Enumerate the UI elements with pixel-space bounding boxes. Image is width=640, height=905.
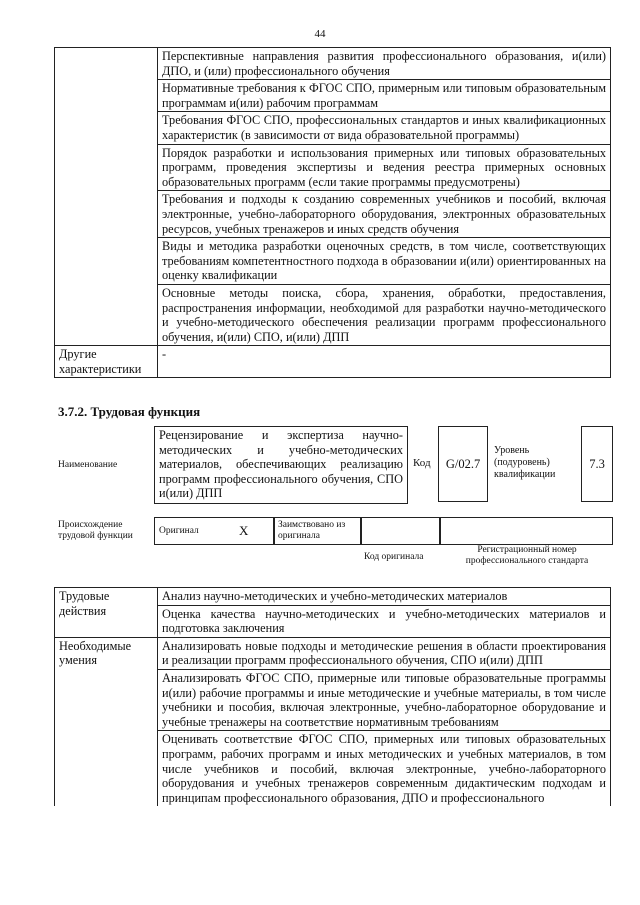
origin-label: Происхождение трудовой функции xyxy=(58,520,133,541)
reg-number-caption: Регистрационный номер профессионального стандарта xyxy=(465,545,589,566)
labor-actions-label: Трудовые действия xyxy=(55,588,158,638)
section-heading: 3.7.2. Трудовая функция xyxy=(58,404,201,419)
other-characteristics-value: - xyxy=(158,346,611,378)
reg-number-box xyxy=(439,517,613,545)
table-row: Нормативные требования к ФГОС СПО, примерным или типовым образовательным программам и(или) рабочим программам xyxy=(158,80,611,112)
table-row: Оценивать соответствие ФГОС СПО, примерных или типовых образовательных программ, рабочих программ и иных методических и учебных материалов, в том числе учебников и пособий, включая электронные, учебно-лабораторного оборудования и учебных тренажеров современным дидактическим подходам и принципам профессионального образования, ДПО и профессионального xyxy=(158,731,611,806)
table-row: Анализировать новые подходы и методические решения в области проектирования и реализации программ профессионального обучения, СПО и(или) ДПП xyxy=(158,637,611,669)
name-label: Наименование xyxy=(58,460,118,470)
page-number: 44 xyxy=(314,28,326,40)
table-row: Требования ФГОС СПО, профессиональных стандартов и иных квалификационных характеристик (в зависимости от вида образовательной программы) xyxy=(158,112,611,144)
table-row: Анализировать ФГОС СПО, примерные или типовые образовательные программы и(или) рабочие программы и иные методические и учебные материалы, в том числе учебники и пособия, включая электронные, учебно-лабораторное оборудование и учебные тренажеры на соответствие нормативным требованиям xyxy=(158,669,611,730)
knowledge-table xyxy=(54,47,611,378)
code-value: G/02.7 xyxy=(438,426,488,502)
level-value: 7.3 xyxy=(581,426,613,502)
table-row: Анализ научно-методических и учебно-методических материалов xyxy=(158,588,611,606)
table-row: Порядок разработки и использования примерных или типовых образовательных программ, проведения экспертизы и ведения реестра примерных основных образовательных программ (если такие программы предусмотрены) xyxy=(158,144,611,191)
original-box xyxy=(154,517,275,545)
original-label: Оригинал xyxy=(159,526,199,536)
borrowed-label: Заимствовано из оригинала xyxy=(278,520,346,541)
empty-label-cell xyxy=(55,48,158,346)
code-original-box xyxy=(360,517,441,545)
code-label: Код xyxy=(413,457,431,469)
function-name-box: Рецензирование и экспертиза научно-методических и учебно-методических материалов, обеспечивающих реализацию программ профессионального обучения, СПО и(или) ДПП xyxy=(154,426,408,504)
table-row: Оценка качества научно-методических и учебно-методических материалов и подготовка заключения xyxy=(158,605,611,637)
level-label: Уровень (подуровень) квалификации xyxy=(494,445,556,480)
original-mark: X xyxy=(239,523,249,538)
skills-label: Необходимые умения xyxy=(55,637,158,806)
table-row: Виды и методика разработки оценочных средств, в том числе, соответствующих требованиям компетентностного подхода в образовании и(или) ориентированных на оценку квалификации xyxy=(158,238,611,285)
borrowed-box xyxy=(273,517,362,545)
actions-skills-table xyxy=(54,587,611,806)
other-characteristics-label: Другие характеристики xyxy=(55,346,158,378)
code-original-caption: Код оригинала xyxy=(364,552,424,562)
table-row: Требования и подходы к созданию современных учебников и пособий, включая электронные, учебно-лабораторного оборудования, электронных образовательных ресурсов, учебных тренажеров и иных средств обучения xyxy=(158,191,611,238)
table-row: Основные методы поиска, сбора, хранения, обработки, предоставления, распространения информации, необходимой для разработки научно-методического и учебно-методического обеспечения реализации программ профессионального обучения, и(или) СПО, и(или) ДПП xyxy=(158,284,611,345)
table-row: Перспективные направления развития профессионального образования, и(или) ДПО, и (или) профессионального обучения xyxy=(158,48,611,80)
